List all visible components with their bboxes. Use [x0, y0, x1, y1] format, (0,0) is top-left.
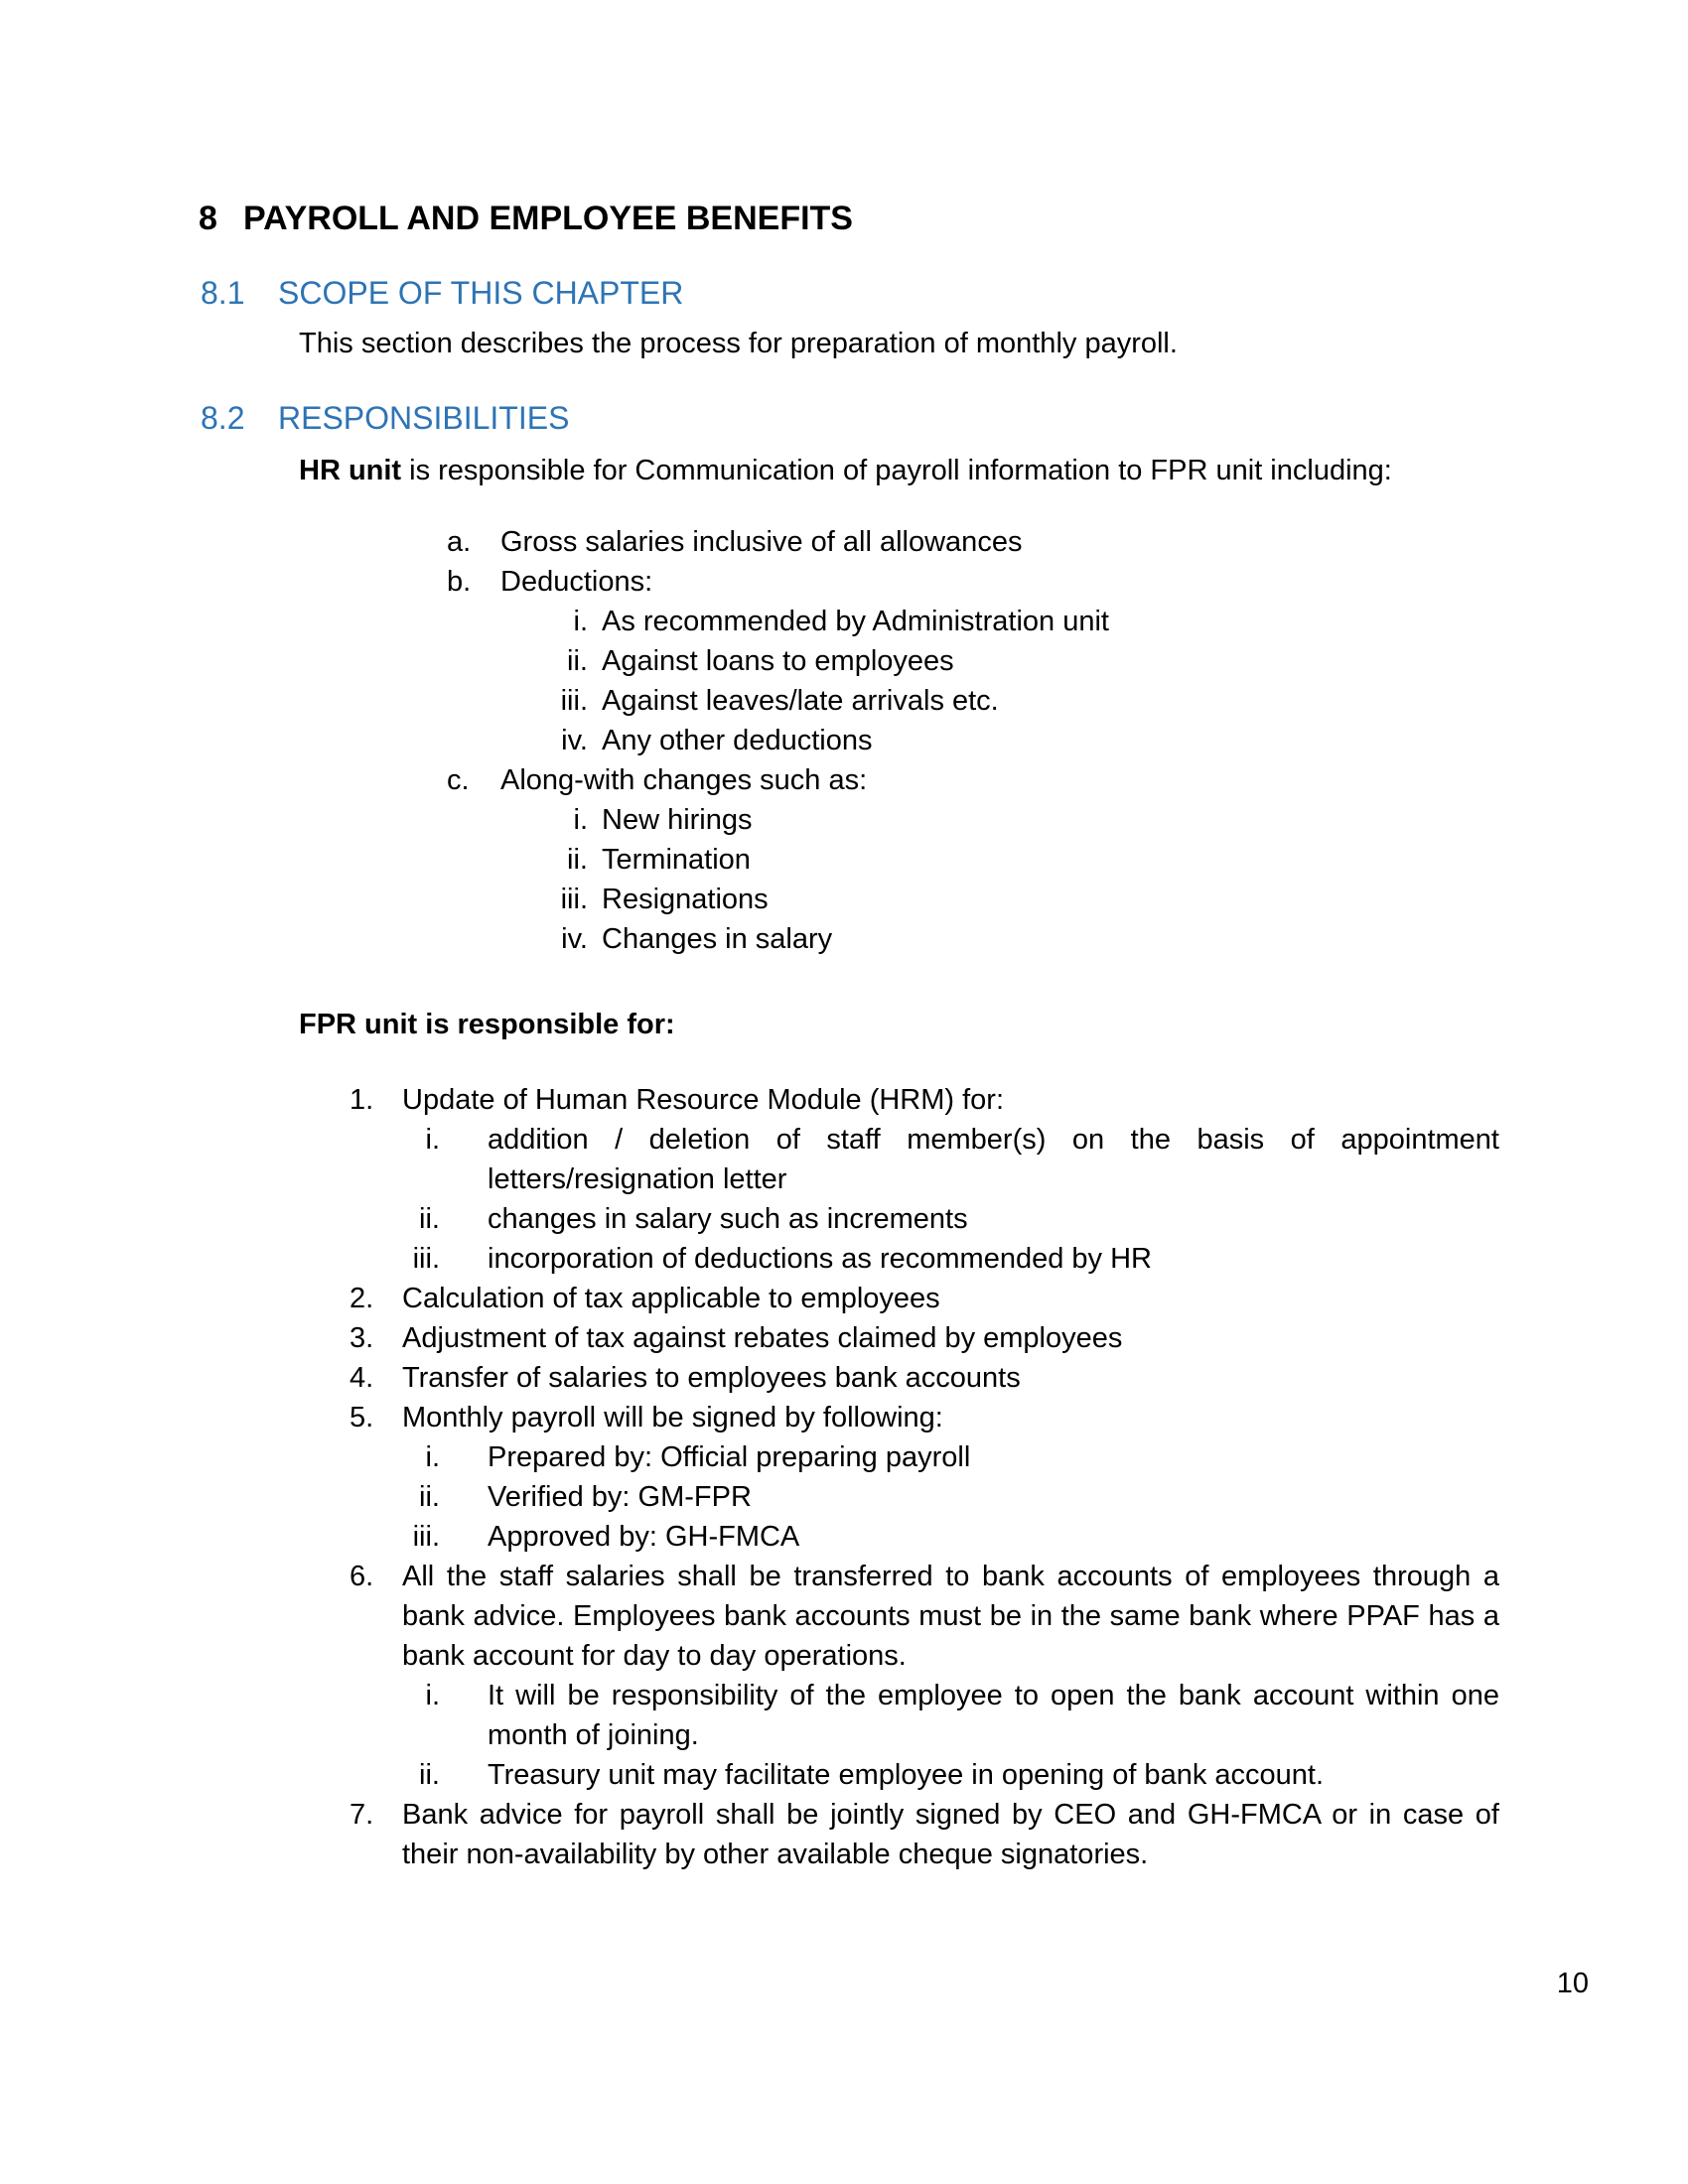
- list-text: Gross salaries inclusive of all allowances: [500, 526, 1023, 558]
- list-marker: 3.: [350, 1322, 374, 1354]
- list-marker: 1.: [350, 1084, 374, 1116]
- list-text: As recommended by Administration unit: [602, 606, 1109, 637]
- list-marker: i.: [573, 606, 588, 637]
- list-item: [199, 641, 1499, 681]
- section-title: SCOPE OF THIS CHAPTER: [278, 275, 684, 311]
- list-text: Adjustment of tax against rebates claimed by employees: [402, 1322, 1123, 1354]
- list-marker: b.: [447, 566, 472, 598]
- section-title: RESPONSIBILITIES: [278, 400, 570, 436]
- list-item: [199, 1239, 1499, 1279]
- list-text: Monthly payroll will be signed by following:: [402, 1402, 943, 1433]
- list-text: incorporation of deductions as recommended by HR: [488, 1243, 1152, 1275]
- section-number: 8.1: [201, 275, 245, 311]
- list-text: Verified by: GM-FPR: [488, 1481, 752, 1513]
- list-text: Transfer of salaries to employees bank accounts: [402, 1362, 1021, 1394]
- list-text: Changes in salary: [602, 923, 833, 955]
- list-item: [199, 760, 1499, 800]
- section-number: 8.2: [201, 400, 245, 436]
- list-marker: ii.: [567, 645, 588, 677]
- list-item: [199, 721, 1499, 760]
- list-text: Any other deductions: [602, 725, 873, 756]
- list-text: Prepared by: Official preparing payroll: [488, 1441, 971, 1473]
- list-text: Bank advice for payroll shall be jointly signed by CEO and GH-FMCA or in case of their non-availability by other available cheque signatories.: [402, 1799, 1499, 1870]
- list-item: [199, 522, 1499, 562]
- list-marker: ii.: [419, 1759, 440, 1791]
- list-marker: 6.: [350, 1561, 374, 1592]
- list-marker: iv.: [561, 725, 588, 756]
- list-text: All the staff salaries shall be transferred to bank accounts of employees through a bank advice. Employees bank accounts must be in the same bank where PPAF has a bank account for day to day operations.: [402, 1561, 1499, 1672]
- list-item: [199, 602, 1499, 641]
- list-marker: i.: [425, 1124, 440, 1156]
- list-marker: iii.: [560, 884, 588, 915]
- list-text: addition / deletion of staff member(s) on the basis of appointment letters/resignation letter: [488, 1124, 1499, 1195]
- list-item: [199, 1120, 1499, 1199]
- list-text: Termination: [602, 844, 751, 876]
- list-marker: i.: [573, 804, 588, 836]
- scope-paragraph: This section describes the process for preparation of monthly payroll.: [299, 328, 1178, 359]
- page-number: 10: [1556, 1968, 1589, 1999]
- list-text: New hirings: [602, 804, 753, 836]
- list-marker: i.: [425, 1680, 440, 1711]
- list-marker: 2.: [350, 1283, 374, 1314]
- list-item: [199, 1279, 1499, 1318]
- list-text: Calculation of tax applicable to employees: [402, 1283, 940, 1314]
- list-text: Against leaves/late arrivals etc.: [602, 685, 999, 717]
- chapter-title: PAYROLL AND EMPLOYEE BENEFITS: [243, 200, 853, 237]
- list-text: Along-with changes such as:: [500, 764, 868, 796]
- chapter-number: 8: [199, 200, 217, 237]
- list-item: [199, 1358, 1499, 1398]
- list-item: [199, 919, 1499, 959]
- list-item: [199, 1477, 1499, 1517]
- list-item: [199, 800, 1499, 840]
- hr-lead-paragraph: [299, 451, 1499, 490]
- hr-unit-label: HR unit: [299, 455, 402, 486]
- list-text: It will be responsibility of the employee to open the bank account within one month of joining.: [488, 1680, 1499, 1751]
- list-marker: i.: [425, 1441, 440, 1473]
- list-marker: iv.: [561, 923, 588, 955]
- list-item: [199, 1398, 1499, 1437]
- hr-lead-text: is responsible for Communication of payroll information to FPR unit including:: [401, 455, 1392, 486]
- list-marker: iii.: [560, 685, 588, 717]
- list-marker: ii.: [567, 844, 588, 876]
- list-item: [199, 840, 1499, 880]
- list-item: [199, 1080, 1499, 1120]
- list-item: [199, 1199, 1499, 1239]
- list-item: [199, 562, 1499, 602]
- list-item: [199, 1755, 1499, 1795]
- list-item: [199, 1437, 1499, 1477]
- hr-communication-list: [199, 522, 1499, 959]
- list-marker: iii.: [412, 1521, 440, 1553]
- list-text: Resignations: [602, 884, 769, 915]
- list-item: [199, 880, 1499, 919]
- list-text: Approved by: GH-FMCA: [488, 1521, 800, 1553]
- list-text: Deductions:: [500, 566, 653, 598]
- list-item: [199, 1517, 1499, 1557]
- list-text: Treasury unit may facilitate employee in opening of bank account.: [488, 1759, 1325, 1791]
- list-item: [199, 1557, 1499, 1676]
- list-item: [199, 1676, 1499, 1755]
- list-item: [199, 681, 1499, 721]
- fpr-duties-list: [199, 1080, 1499, 1874]
- list-marker: 7.: [350, 1799, 374, 1831]
- list-text: Update of Human Resource Module (HRM) for:: [402, 1084, 1005, 1116]
- list-marker: ii.: [419, 1203, 440, 1235]
- list-text: Against loans to employees: [602, 645, 954, 677]
- list-marker: iii.: [412, 1243, 440, 1275]
- chapter-heading: [199, 197, 1499, 240]
- list-marker: c.: [447, 764, 470, 796]
- fpr-lead-paragraph: FPR unit is responsible for:: [299, 1009, 675, 1040]
- list-item: [199, 1318, 1499, 1358]
- list-marker: ii.: [419, 1481, 440, 1513]
- section-heading-scope: [199, 272, 1499, 314]
- section-heading-responsibilities: [199, 397, 1499, 439]
- list-text: changes in salary such as increments: [488, 1203, 968, 1235]
- list-marker: 5.: [350, 1402, 374, 1433]
- list-item: [199, 1795, 1499, 1874]
- list-marker: a.: [447, 526, 472, 558]
- list-marker: 4.: [350, 1362, 374, 1394]
